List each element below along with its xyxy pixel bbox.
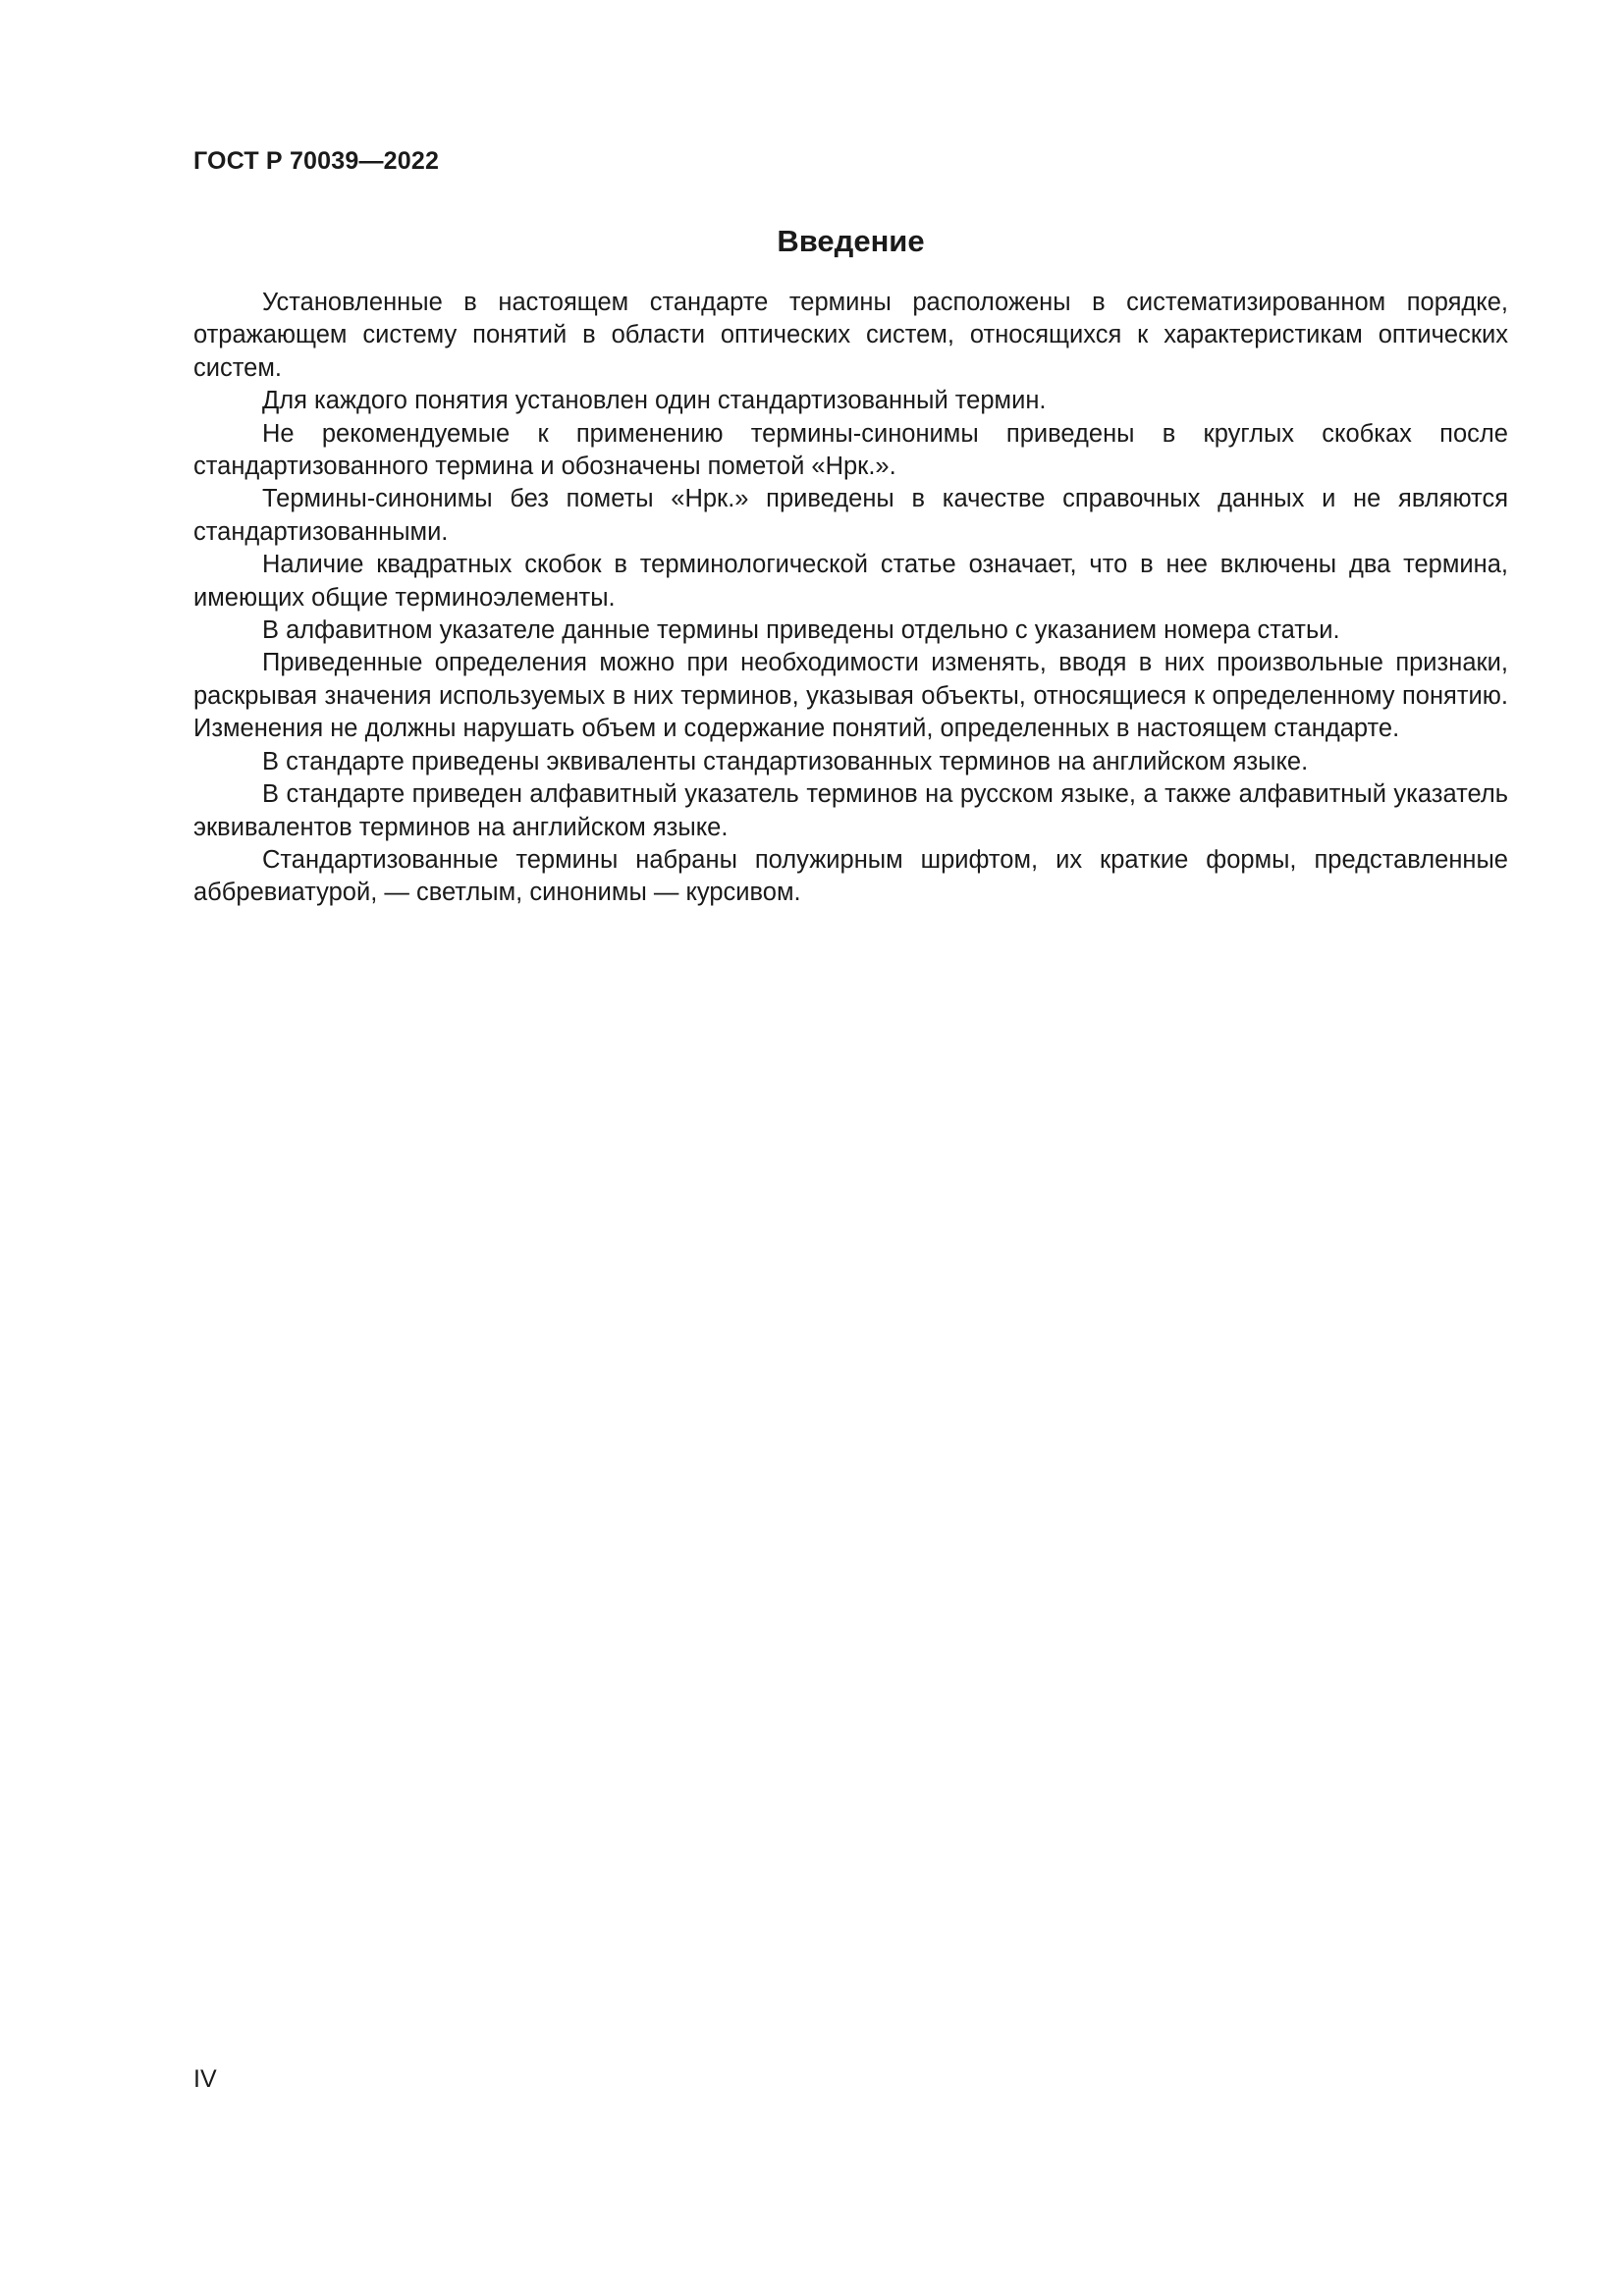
introduction-body — [193, 287, 1508, 910]
paragraph-5: Наличие квадратных скобок в терминологической статье означает, что в нее включены два термина, имеющих общие терминоэлементы. — [193, 551, 1508, 612]
paragraph-10: Стандартизованные термины набраны полужирным шрифтом, их краткие формы, представленные аббревиатурой, — светлым, синонимы — курсивом. — [193, 845, 1508, 907]
page-number: IV — [193, 2065, 217, 2093]
paragraph-4: Термины-синонимы без пометы «Нрк.» приведены в качестве справочных данных и не являются стандартизованными. — [193, 485, 1508, 546]
paragraph-8: В стандарте приведены эквиваленты стандартизованных терминов на английском языке. — [262, 747, 1309, 775]
section-title: Введение — [777, 224, 925, 258]
standard-code-header: ГОСТ Р 70039—2022 — [193, 147, 440, 175]
paragraph-3: Не рекомендуемые к применению термины-синонимы приведены в круглых скобках после стандартизованного термина и обозначены пометой «Нрк.». — [193, 419, 1508, 481]
paragraph-7: Приведенные определения можно при необходимости изменять, вводя в них произвольные признаки, раскрывая значения используемых в них терминов, указывая объекты, относящиеся к определенному понятию. Изменения не должны нарушать объем и содержание понятий, определенных в настоящем стандарте. — [193, 649, 1508, 743]
paragraph-1: Установленные в настоящем стандарте термины расположены в систематизированном порядке, отражающем систему понятий в области оптических систем, относящихся к характеристикам оптических систем. — [193, 289, 1508, 382]
paragraph-9: В стандарте приведен алфавитный указатель терминов на русском языке, а также алфавитный указатель эквивалентов терминов на английском языке. — [193, 780, 1508, 841]
paragraph-6: В алфавитном указателе данные термины приведены отдельно с указанием номера статьи. — [262, 616, 1340, 645]
paragraph-2: Для каждого понятия установлен один стандартизованный термин. — [262, 387, 1047, 415]
